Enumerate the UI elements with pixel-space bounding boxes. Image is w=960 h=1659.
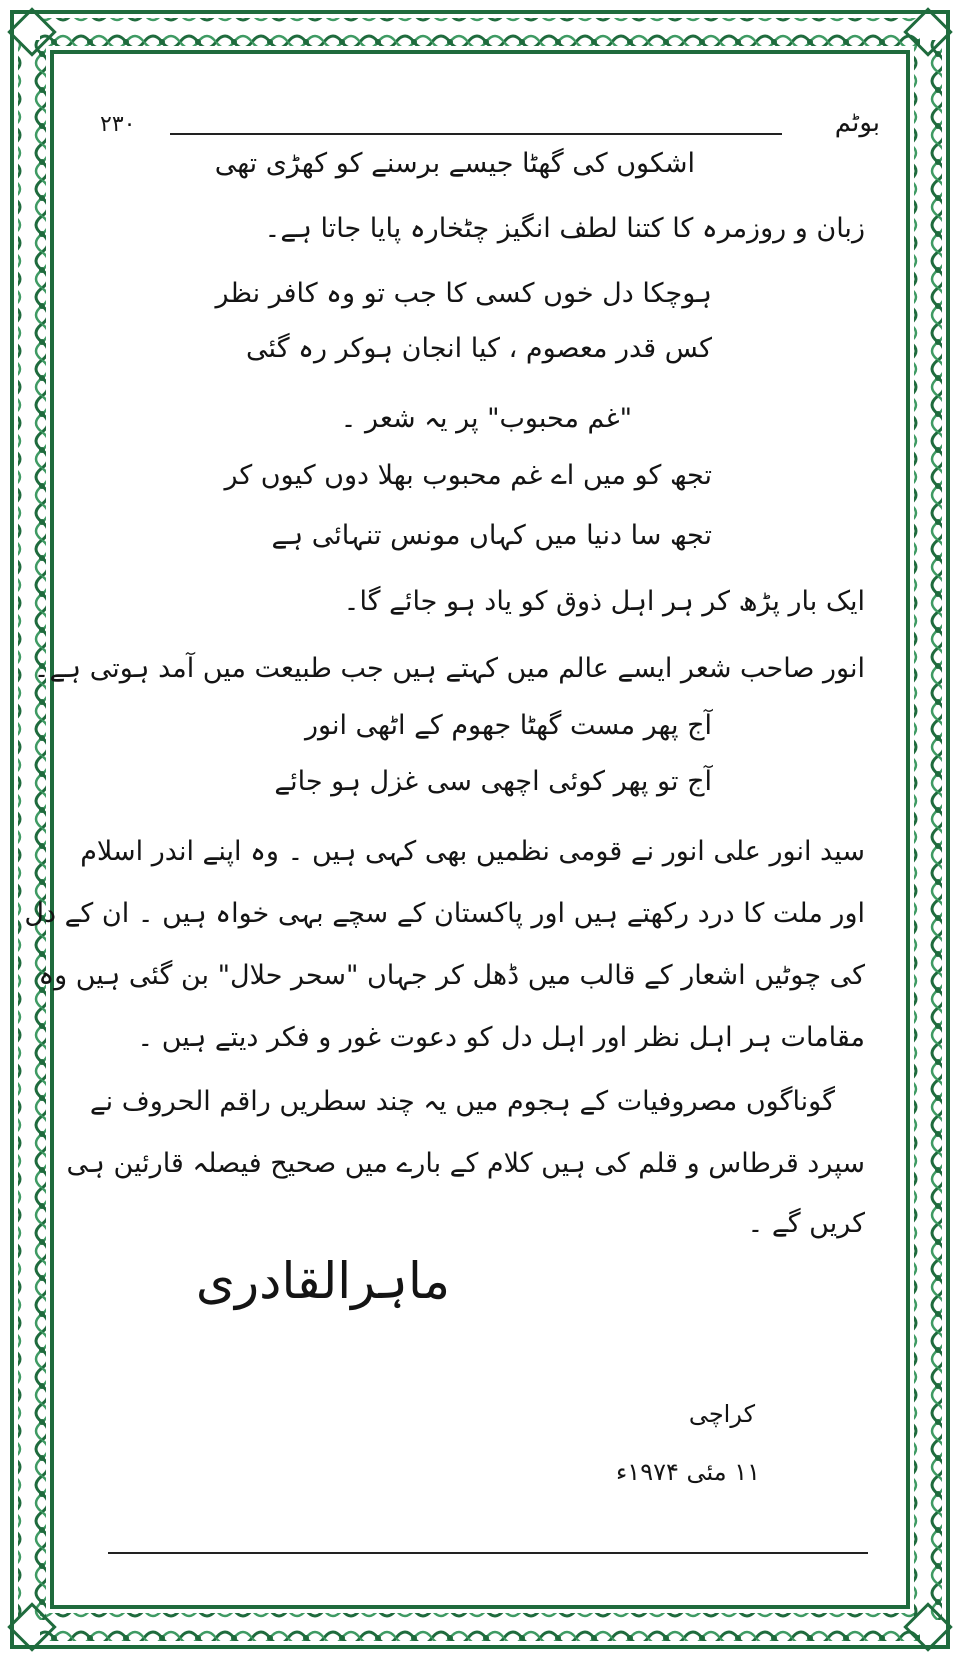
prose-line: کی چوٹیں اشعار کے قالب میں ڈھل کر جہاں "سحر حلال" بن گئی ہیں وہ	[38, 960, 865, 991]
prose-line: اور ملت کا درد رکھتے ہیں اور پاکستان کے سچے بہی خواہ ہیں ۔ ان کے دل	[24, 898, 865, 929]
verse-line: آج تو پھر کوئی اچھی سی غزل ہو جائے	[274, 766, 712, 797]
verse-line: اشکوں کی گھٹا جیسے برسنے کو کھڑی تھی	[214, 148, 695, 179]
prose-line: ایک بار پڑھ کر ہر اہل ذوق کو یاد ہو جائے گا۔	[343, 586, 865, 617]
running-title: بوٹم	[834, 108, 880, 138]
verse-line: تجھ کو میں اے غم محبوب بھلا دوں کیوں کر	[224, 460, 712, 491]
prose-line: "غم محبوب" پر یہ شعر ۔	[340, 403, 632, 434]
verse-line: آج پھر مست گھٹا جھوم کے اٹھی انور	[304, 710, 712, 741]
prose-line: زبان و روزمرہ کا کتنا لطف انگیز چٹخارہ پایا جاتا ہے۔	[264, 213, 865, 244]
verse-line: ہوچکا دل خوں کسی کا جب تو وہ کافر نظر	[215, 278, 712, 309]
place-city: کراچی	[688, 1400, 755, 1428]
page-number: ۲۳۰	[100, 112, 136, 137]
prose-line: سید انور علی انور نے قومی نظمیں بھی کہی ہیں ۔ وہ اپنے اندر اسلام	[80, 836, 865, 867]
prose-line: سپرد قرطاس و قلم کی ہیں کلام کے بارے میں صحیح فیصلہ قارئین ہی	[66, 1148, 865, 1179]
footer-rule	[108, 1552, 868, 1554]
verse-line: کس قدر معصوم ، کیا انجان ہوکر رہ گئی	[246, 333, 712, 364]
verse-line: تجھ سا دنیا میں کہاں مونس تنہائی ہے	[271, 520, 712, 551]
prose-line: کریں گے ۔	[747, 1208, 865, 1239]
prose-line: گوناگوں مصروفیات کے ہجوم میں یہ چند سطریں راقم الحروف نے	[89, 1086, 835, 1117]
prose-line: انور صاحب شعر ایسے عالم میں کہتے ہیں جب طبیعت میں آمد ہوتی ہے۔	[33, 653, 865, 684]
place-date: ۱۱ مئی ۱۹۷۴ء	[616, 1458, 760, 1486]
author-signature: ماہرالقادری	[195, 1252, 450, 1310]
prose-line: مقامات ہر اہل نظر اور اہل دل کو دعوت غور و فکر دیتے ہیں ۔	[137, 1022, 865, 1053]
